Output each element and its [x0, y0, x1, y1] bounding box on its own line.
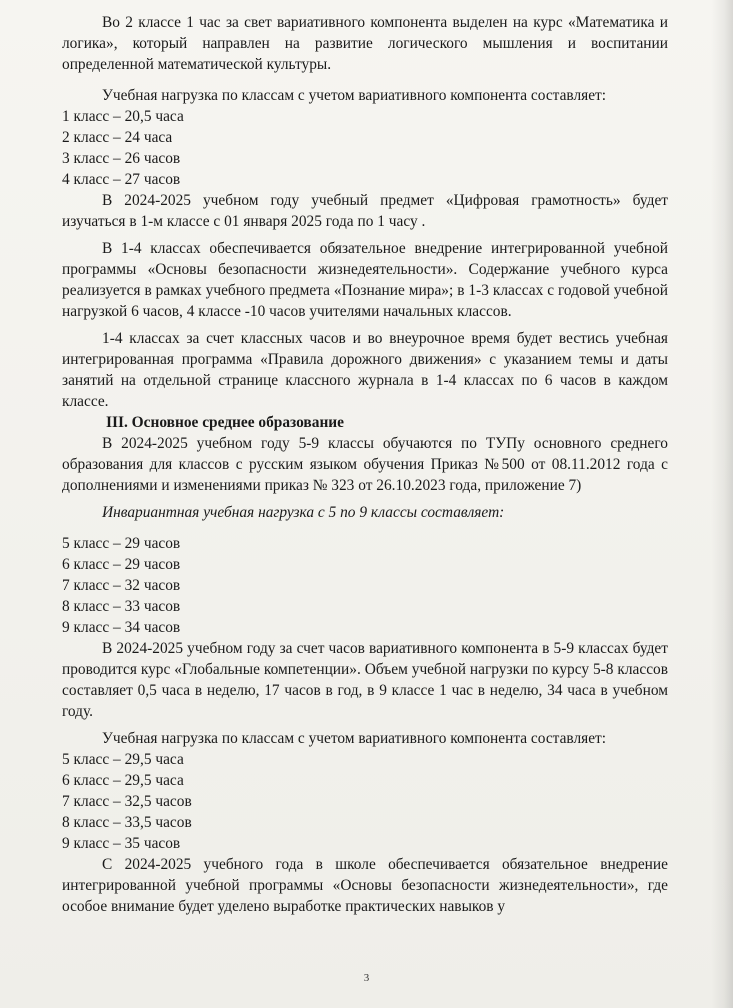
list-item: 9 класс – 34 часов	[62, 619, 181, 636]
document-body	[62, 12, 668, 917]
variative-load-list	[62, 749, 668, 854]
page-number: 3	[363, 972, 370, 984]
paragraph-final: С 2024-2025 учебного года в школе обеспечивается обязательное внедрение интегрированной учебной программы «Основы безопасности жизнедеятельности», где особое внимание будет уделено выработке практических навыков у	[62, 856, 668, 915]
invariant-load-caption: Инвариантная учебная нагрузка с 5 по 9 классы составляет:	[102, 504, 505, 521]
list-item: 7 класс – 32,5 часов	[62, 793, 192, 810]
list-item: 5 класс – 29 часов	[62, 535, 181, 552]
paragraph-global-competencies: В 2024-2025 учебном году за счет часов вариативного компонента в 5-9 классах будет проводится курс «Глобальные компетенции». Объем учебной нагрузки по курсу 5-8 классов составляет 0,5 часа в неделю, 17 часов в год, в 9 классе 1 час в неделю, 34 часа в учебном году.	[62, 640, 668, 720]
variative-load-caption: Учебная нагрузка по классам с учетом вариативного компонента составляет:	[102, 730, 607, 747]
section-heading: III. Основное среднее образование	[106, 414, 345, 431]
scan-binding-shadow	[711, 0, 733, 1008]
list-item: 4 класс – 27 часов	[62, 171, 181, 188]
list-item: 8 класс – 33,5 часов	[62, 814, 192, 831]
paragraph-math-logic: Во 2 классе 1 час за свет вариативного компонента выделен на курс «Математика и логика», который направлен на развитие логического мышления и воспитании определенной математической культуры.	[62, 14, 668, 73]
list-item: 7 класс – 32 часов	[62, 577, 181, 594]
list-item: 8 класс – 33 часов	[62, 598, 181, 615]
list-item: 3 класс – 26 часов	[62, 150, 181, 167]
list-item: 6 класс – 29,5 часа	[62, 772, 184, 789]
list-item: 9 класс – 35 часов	[62, 835, 181, 852]
primary-load-list	[62, 106, 668, 190]
paragraph-digital-literacy: В 2024-2025 учебном году учебный предмет «Цифровая грамотность» будет изучаться в 1-м классе с 01 января 2025 года по 1 часу .	[62, 192, 668, 230]
list-item: 6 класс – 29 часов	[62, 556, 181, 573]
invariant-load-list	[62, 533, 668, 638]
list-item: 5 класс – 29,5 часа	[62, 751, 184, 768]
paragraph-secondary-education: В 2024-2025 учебном году 5-9 классы обучаются по ТУПу основного среднего образования для классов с русским языком обучения Приказ №500 от 08.11.2012 года с дополнениями и изменениями приказ № 323 от 26.10.2023 года, приложение 7)	[62, 435, 668, 494]
paragraph-life-safety: В 1-4 классах обеспечивается обязательное внедрение интегрированной учебной программы «Основы безопасности жизнедеятельности». Содержание учебного курса реализуется в рамках учебного предмета «Познание мира»; в 1-3 классах с годовой учебной нагрузкой 6 часов, 4 классе -10 часов учителями начальных классов.	[62, 240, 668, 320]
list-item: 2 класс – 24 часа	[62, 129, 173, 146]
list-item: 1 класс – 20,5 часа	[62, 108, 184, 125]
paragraph-traffic-rules: 1-4 классах за счет классных часов и во внеурочное время будет вестись учебная интегрированная программа «Правила дорожного движения» с указанием темы и даты занятий на отдельной странице классного журнала в 1-4 классах по 6 часов в каждом классе.	[62, 330, 668, 410]
paragraph-primary-load-caption: Учебная нагрузка по классам с учетом вариативного компонента составляет:	[102, 87, 607, 104]
